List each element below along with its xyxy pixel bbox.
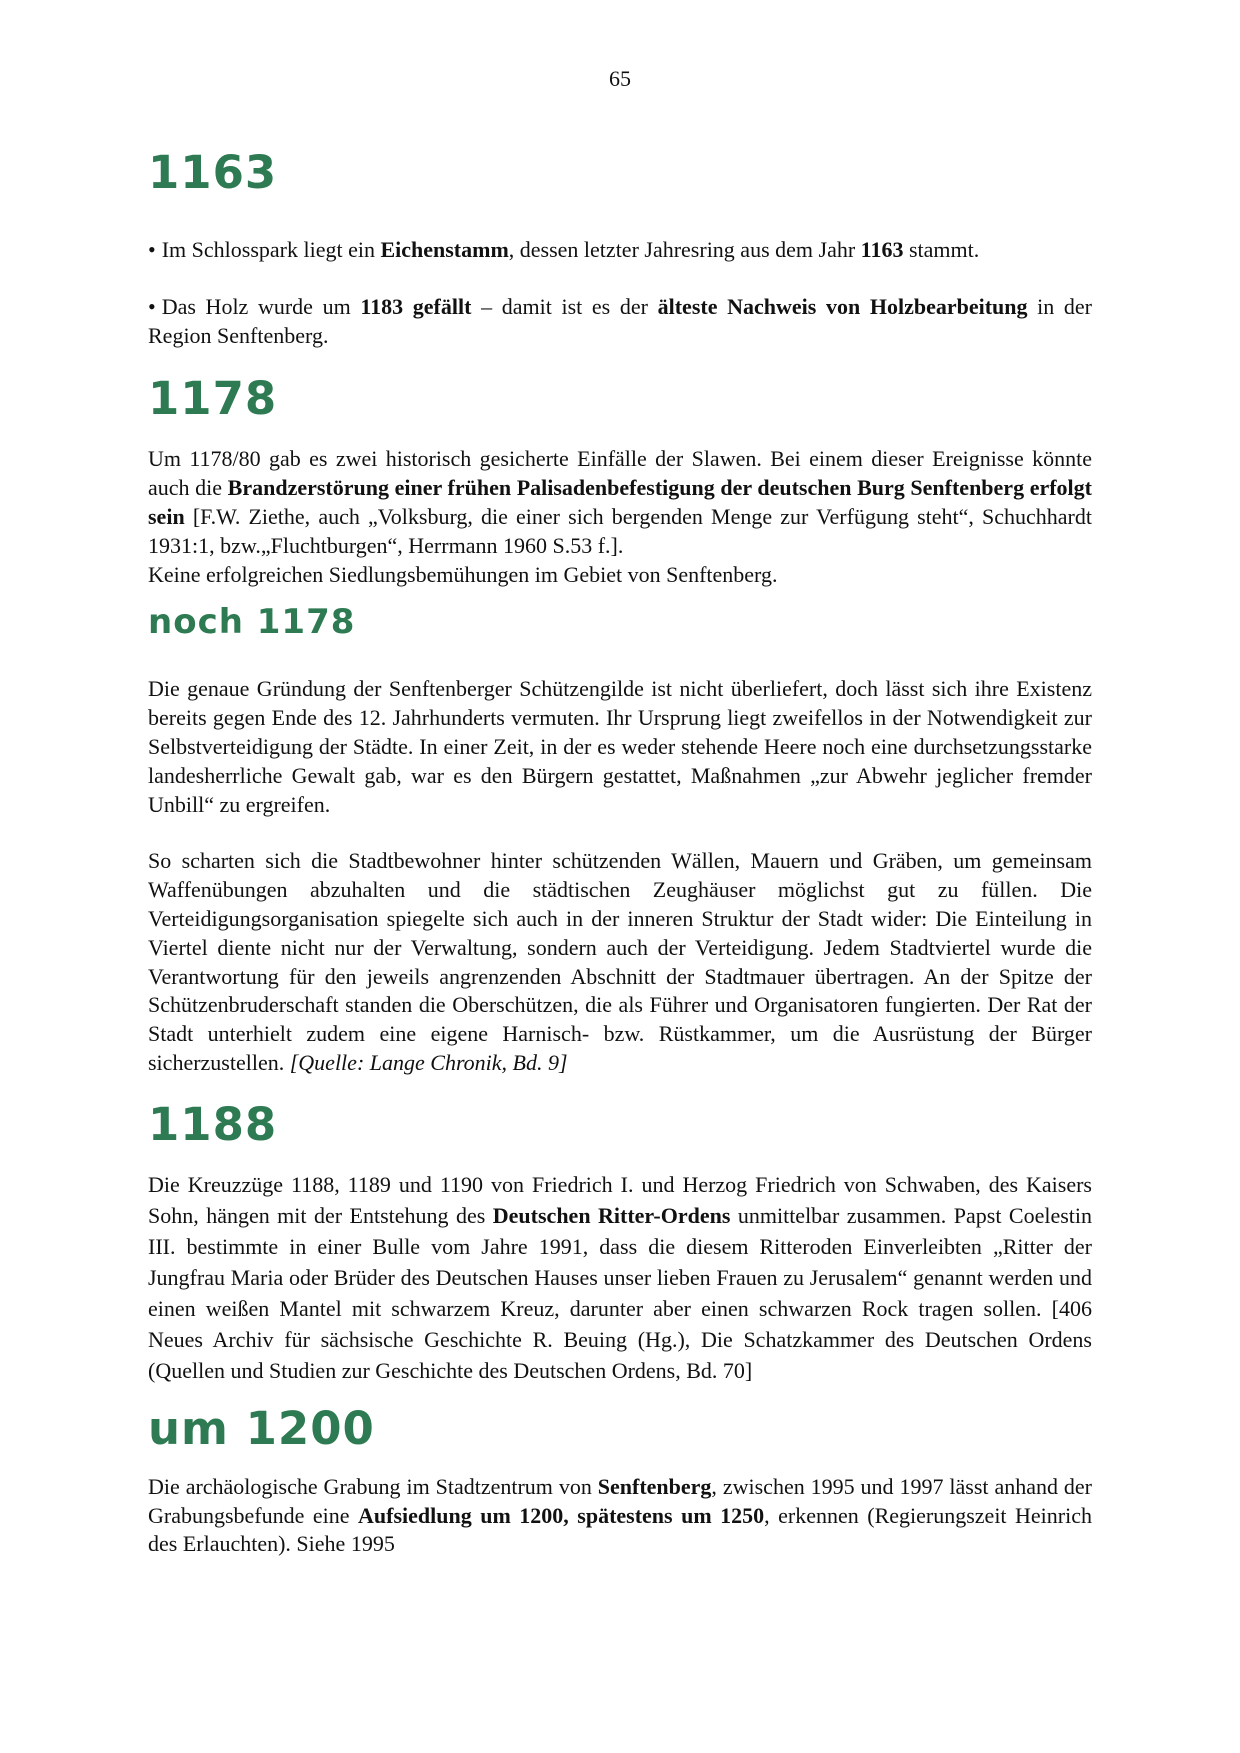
page-number: 65 (609, 66, 631, 91)
bold-text: Eichenstamm (380, 237, 509, 262)
paragraph-schuetzengilde: Die genaue Gründung der Senftenberger Schützengilde ist nicht überliefert, doch lässt sich ihre Existenz bereits gegen Ende des 12. Jahrhunderts vermuten. Ihr Ursprung liegt zweifellos in der Notwendigkeit zur Selbstverteidigung der Städte. In einer Zeit, in der es weder stehende Heere noch eine durchsetzungsstarke landesherrliche Gewalt gab, war es den Bürgern gestattet, Maßnahmen „zur Abwehr jeglicher fremder Unbill“ zu ergreifen. (148, 676, 1092, 817)
paragraph-1178-slawen (148, 445, 1092, 560)
bold-text: älteste Nachweis von Holzbearbeitung (657, 293, 1028, 319)
year-heading-um-1200: um 1200 (148, 1401, 375, 1455)
bold-text: Brandzerstörung einer frühen Palisadenbefestigung der deutschen Burg Senftenberg erfolgt sein (148, 475, 1092, 529)
bold-text: Deutschen Ritter-Ordens (492, 1202, 731, 1228)
text: – damit ist es der (471, 293, 658, 319)
paragraph-grabung (148, 1473, 1092, 1559)
text: Die Kreuzzüge 1188, 1189 und 1190 von Friedrich I. und Herzog Friedrich von Schwaben, des Kaisers Sohn, hängen mit der Entstehung des (148, 1171, 1092, 1228)
text: Im Schlosspark liegt ein (161, 237, 381, 262)
source-citation: [Quelle: Lange Chronik, Bd. 9] (289, 1049, 568, 1075)
text: Die archäologische Grabung im Stadtzentrum von (148, 1473, 598, 1499)
text: in der Region Senftenberg. (148, 293, 1093, 348)
text: Das Holz wurde um (161, 293, 361, 319)
paragraph-stadtbewohner (148, 847, 1092, 1077)
bullet-dot: • (148, 293, 156, 319)
text: , dessen letzter Jahresring aus dem Jahr (508, 237, 861, 262)
bold-text: Senftenberg (597, 1473, 712, 1499)
text: , zwischen 1995 und 1997 lässt anhand der Grabungsbefunde eine (148, 1473, 1092, 1528)
text: So scharten sich die Stadtbewohner hinter schützenden Wällen, Mauern und Gräben, um gemeinsam Waffenübungen abzuhalten und die städtischen Zeughäuser möglichst gut zu füllen. Die Verteidigungsorganisation spiegelte sich auch in der inneren Struktur der Stadt wider: Die Einteilung in Viertel diente nicht nur der Verwaltung, sondern auch der Verteidigung. Jedem Stadtviertel wurde die Verantwortung für den jeweils angrenzenden Abschnitt der Stadtmauer übertragen. An der Spitze der Schützenbruderschaft standen die Oberschützen, die als Führer und Organisatoren fungierten. Der Rat der Stadt unterhielt zudem eine eigene Harnisch- bzw. Rüstkammer, um die Ausrüstung der Bürger sicherzustellen. (148, 848, 1092, 1075)
year-heading-noch-1178: noch 1178 (148, 602, 356, 643)
bold-text: 1183 gefällt (360, 293, 472, 319)
bullet-dot: • (148, 237, 156, 262)
text: stammt. (903, 237, 980, 262)
text: Um 1178/80 gab es zwei historisch gesicherte Einfälle der Slawen. Bei einem dieser Ereignisse könnte auch die (148, 446, 1092, 501)
text: unmittelbar zusammen. Papst Coelestin III. bestimmte in einer Bulle vom Jahre 1991, dass die diesem Ritteroden Einverleibten „Ritter der Jungfrau Maria oder Brüder des Deutschen Hauses unser lieben Frauen zu Jerusalem“ genannt werden und einen weißen Mantel mit schwarzem Kreuz, darunter aber einen schwarzen Rock tragen sollen. [406 Neues Archiv für sächsische Geschichte R. Beuing (Hg.), Die Schatzkammer des Deutschen Ordens (Quellen und Studien zur Geschichte des Deutschen Ordens, Bd. 70] (148, 1202, 1093, 1383)
page-content (148, 140, 1092, 1559)
paragraph-1178-siedlung: Keine erfolgreichen Siedlungsbemühungen im Gebiet von Senftenberg. (148, 561, 778, 587)
paragraph-kreuzzuege (148, 1169, 1092, 1386)
year-heading-1188: 1188 (148, 1097, 278, 1151)
text: , erkennen (Regierungszeit Heinrich des Erlauchten). Siehe 1995 (148, 1502, 1092, 1557)
year-heading-1163: 1163 (148, 146, 278, 199)
text: [F.W. Ziethe, auch „Volksburg, die einer sich bergenden Menge zur Verfügung steht“, Schuchhardt 1931:1, bzw.„Fluchtburgen“, Herrmann 1960 S.53 f.]. (148, 503, 1092, 558)
bold-text: Aufsiedlung um 1200, spätestens um 1250 (358, 1502, 765, 1528)
bullet-holz-gefaellt (148, 293, 1092, 351)
bold-text: 1163 (860, 237, 904, 262)
bullet-eichenstamm (148, 236, 1092, 265)
year-heading-1178: 1178 (148, 372, 278, 426)
